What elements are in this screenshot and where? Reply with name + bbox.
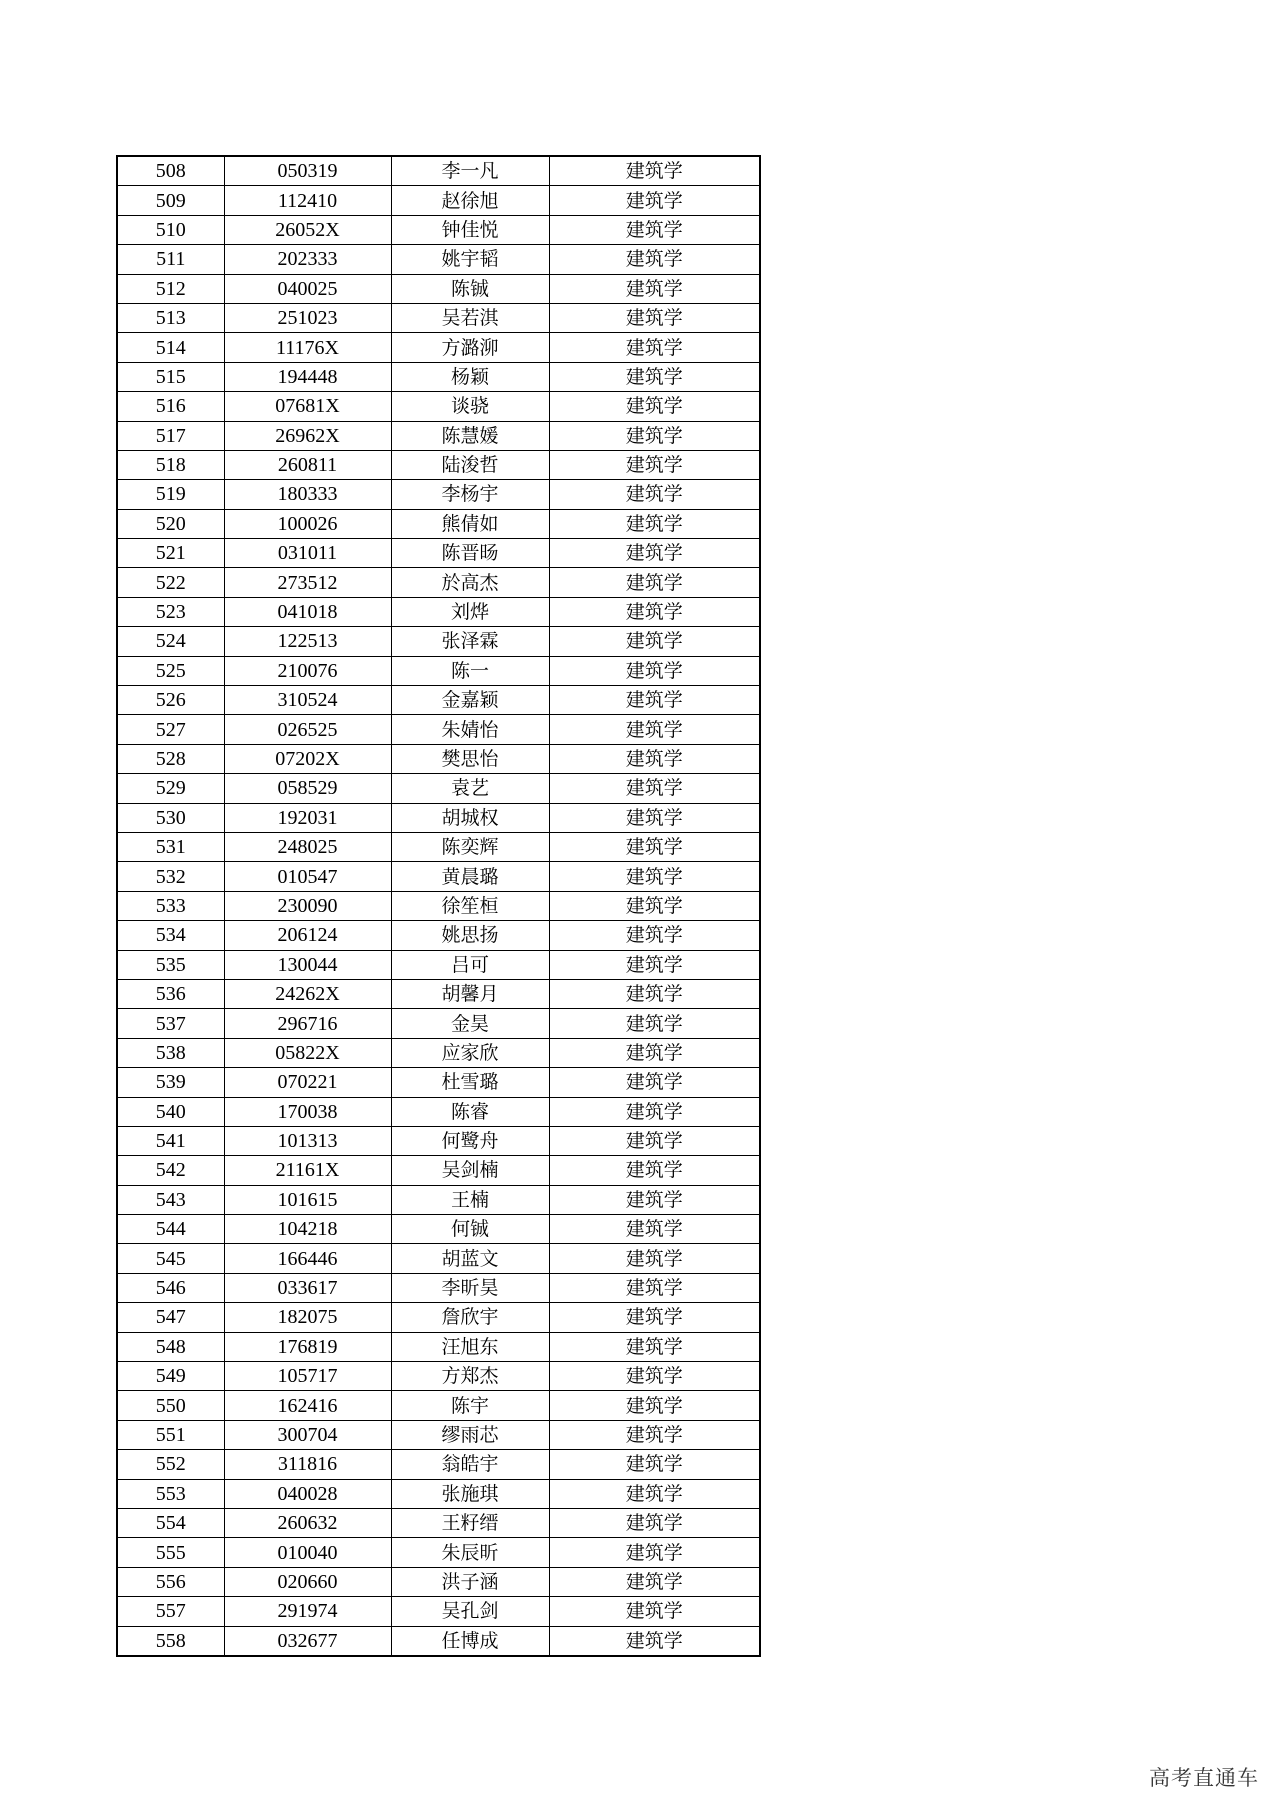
id-suffix-cell: 248025: [224, 832, 391, 861]
table-row: [117, 1420, 760, 1449]
id-suffix-cell: 260811: [224, 450, 391, 479]
student-name-cell: 何铖: [391, 1215, 549, 1244]
row-number-cell: 544: [117, 1215, 224, 1244]
table-row: [117, 539, 760, 568]
major-cell: 建筑学: [549, 597, 760, 626]
row-number-cell: 534: [117, 921, 224, 950]
student-name-cell: 樊思怡: [391, 744, 549, 773]
id-suffix-cell: 176819: [224, 1332, 391, 1361]
student-name-cell: 李昕昊: [391, 1273, 549, 1302]
major-cell: 建筑学: [549, 1538, 760, 1567]
id-suffix-cell: 170038: [224, 1097, 391, 1126]
id-suffix-cell: 182075: [224, 1303, 391, 1332]
major-cell: 建筑学: [549, 803, 760, 832]
row-number-cell: 522: [117, 568, 224, 597]
major-cell: 建筑学: [549, 186, 760, 215]
table-row: [117, 1244, 760, 1273]
student-name-cell: 方郑杰: [391, 1362, 549, 1391]
student-name-cell: 陈睿: [391, 1097, 549, 1126]
row-number-cell: 530: [117, 803, 224, 832]
row-number-cell: 531: [117, 832, 224, 861]
watermark-text: 高考直通车: [1149, 1766, 1259, 1790]
table-row: [117, 1068, 760, 1097]
major-cell: 建筑学: [549, 215, 760, 244]
id-suffix-cell: 26052X: [224, 215, 391, 244]
id-suffix-cell: 041018: [224, 597, 391, 626]
student-name-cell: 朱辰昕: [391, 1538, 549, 1567]
major-cell: 建筑学: [549, 274, 760, 303]
table-row: [117, 686, 760, 715]
table-row: [117, 627, 760, 656]
id-suffix-cell: 100026: [224, 509, 391, 538]
row-number-cell: 521: [117, 539, 224, 568]
major-cell: 建筑学: [549, 568, 760, 597]
major-cell: 建筑学: [549, 1479, 760, 1508]
row-number-cell: 556: [117, 1567, 224, 1596]
admission-list-body: [117, 156, 760, 1656]
student-name-cell: 刘烨: [391, 597, 549, 626]
id-suffix-cell: 194448: [224, 362, 391, 391]
id-suffix-cell: 210076: [224, 656, 391, 685]
id-suffix-cell: 010547: [224, 862, 391, 891]
major-cell: 建筑学: [549, 392, 760, 421]
id-suffix-cell: 166446: [224, 1244, 391, 1273]
student-name-cell: 陈晋旸: [391, 539, 549, 568]
major-cell: 建筑学: [549, 421, 760, 450]
row-number-cell: 537: [117, 1009, 224, 1038]
id-suffix-cell: 24262X: [224, 979, 391, 1008]
major-cell: 建筑学: [549, 656, 760, 685]
id-suffix-cell: 070221: [224, 1068, 391, 1097]
id-suffix-cell: 050319: [224, 156, 391, 186]
student-name-cell: 吴孔剑: [391, 1597, 549, 1626]
major-cell: 建筑学: [549, 245, 760, 274]
table-row: [117, 1538, 760, 1567]
table-row: [117, 480, 760, 509]
major-cell: 建筑学: [549, 862, 760, 891]
major-cell: 建筑学: [549, 832, 760, 861]
row-number-cell: 525: [117, 656, 224, 685]
id-suffix-cell: 21161X: [224, 1156, 391, 1185]
row-number-cell: 512: [117, 274, 224, 303]
major-cell: 建筑学: [549, 1508, 760, 1537]
table-row: [117, 1303, 760, 1332]
row-number-cell: 516: [117, 392, 224, 421]
student-name-cell: 吴若淇: [391, 303, 549, 332]
student-name-cell: 陈铖: [391, 274, 549, 303]
major-cell: 建筑学: [549, 1215, 760, 1244]
id-suffix-cell: 010040: [224, 1538, 391, 1567]
id-suffix-cell: 101313: [224, 1126, 391, 1155]
id-suffix-cell: 026525: [224, 715, 391, 744]
student-name-cell: 袁艺: [391, 774, 549, 803]
table-row: [117, 568, 760, 597]
major-cell: 建筑学: [549, 1362, 760, 1391]
major-cell: 建筑学: [549, 539, 760, 568]
major-cell: 建筑学: [549, 1038, 760, 1067]
major-cell: 建筑学: [549, 450, 760, 479]
row-number-cell: 550: [117, 1391, 224, 1420]
row-number-cell: 539: [117, 1068, 224, 1097]
student-name-cell: 金嘉颖: [391, 686, 549, 715]
row-number-cell: 546: [117, 1273, 224, 1302]
student-name-cell: 方潞泖: [391, 333, 549, 362]
major-cell: 建筑学: [549, 1185, 760, 1214]
table-row: [117, 597, 760, 626]
id-suffix-cell: 122513: [224, 627, 391, 656]
student-name-cell: 徐笙桓: [391, 891, 549, 920]
id-suffix-cell: 033617: [224, 1273, 391, 1302]
row-number-cell: 535: [117, 950, 224, 979]
student-name-cell: 任博成: [391, 1626, 549, 1656]
major-cell: 建筑学: [549, 333, 760, 362]
student-name-cell: 詹欣宇: [391, 1303, 549, 1332]
student-name-cell: 李杨宇: [391, 480, 549, 509]
id-suffix-cell: 311816: [224, 1450, 391, 1479]
table-row: [117, 1508, 760, 1537]
row-number-cell: 549: [117, 1362, 224, 1391]
student-name-cell: 陈宇: [391, 1391, 549, 1420]
student-name-cell: 熊倩如: [391, 509, 549, 538]
id-suffix-cell: 040028: [224, 1479, 391, 1508]
student-name-cell: 胡蓝文: [391, 1244, 549, 1273]
row-number-cell: 554: [117, 1508, 224, 1537]
major-cell: 建筑学: [549, 1009, 760, 1038]
table-row: [117, 1156, 760, 1185]
table-row: [117, 1097, 760, 1126]
student-name-cell: 黄晨璐: [391, 862, 549, 891]
id-suffix-cell: 05822X: [224, 1038, 391, 1067]
row-number-cell: 518: [117, 450, 224, 479]
student-name-cell: 王楠: [391, 1185, 549, 1214]
major-cell: 建筑学: [549, 744, 760, 773]
id-suffix-cell: 202333: [224, 245, 391, 274]
row-number-cell: 514: [117, 333, 224, 362]
id-suffix-cell: 291974: [224, 1597, 391, 1626]
major-cell: 建筑学: [549, 979, 760, 1008]
student-name-cell: 陈慧媛: [391, 421, 549, 450]
student-name-cell: 张施琪: [391, 1479, 549, 1508]
table-row: [117, 1362, 760, 1391]
table-row: [117, 1450, 760, 1479]
major-cell: 建筑学: [549, 1126, 760, 1155]
table-row: [117, 1185, 760, 1214]
table-row: [117, 950, 760, 979]
student-name-cell: 汪旭东: [391, 1332, 549, 1361]
id-suffix-cell: 112410: [224, 186, 391, 215]
major-cell: 建筑学: [549, 686, 760, 715]
table-row: [117, 274, 760, 303]
student-name-cell: 胡馨月: [391, 979, 549, 1008]
major-cell: 建筑学: [549, 774, 760, 803]
student-name-cell: 李一凡: [391, 156, 549, 186]
table-row: [117, 303, 760, 332]
row-number-cell: 536: [117, 979, 224, 1008]
row-number-cell: 553: [117, 1479, 224, 1508]
row-number-cell: 548: [117, 1332, 224, 1361]
student-name-cell: 陈奕辉: [391, 832, 549, 861]
row-number-cell: 529: [117, 774, 224, 803]
student-name-cell: 杨颖: [391, 362, 549, 391]
major-cell: 建筑学: [549, 1626, 760, 1656]
row-number-cell: 523: [117, 597, 224, 626]
student-name-cell: 杜雪璐: [391, 1068, 549, 1097]
major-cell: 建筑学: [549, 1097, 760, 1126]
major-cell: 建筑学: [549, 921, 760, 950]
table-row: [117, 509, 760, 538]
table-row: [117, 362, 760, 391]
row-number-cell: 519: [117, 480, 224, 509]
row-number-cell: 524: [117, 627, 224, 656]
table-row: [117, 862, 760, 891]
major-cell: 建筑学: [549, 1156, 760, 1185]
table-row: [117, 921, 760, 950]
row-number-cell: 538: [117, 1038, 224, 1067]
row-number-cell: 511: [117, 245, 224, 274]
table-row: [117, 1332, 760, 1361]
id-suffix-cell: 130044: [224, 950, 391, 979]
table-row: [117, 450, 760, 479]
student-name-cell: 朱婧怡: [391, 715, 549, 744]
id-suffix-cell: 07202X: [224, 744, 391, 773]
row-number-cell: 532: [117, 862, 224, 891]
id-suffix-cell: 296716: [224, 1009, 391, 1038]
row-number-cell: 551: [117, 1420, 224, 1449]
id-suffix-cell: 206124: [224, 921, 391, 950]
table-row: [117, 979, 760, 1008]
table-row: [117, 744, 760, 773]
id-suffix-cell: 162416: [224, 1391, 391, 1420]
row-number-cell: 541: [117, 1126, 224, 1155]
student-name-cell: 何鹭舟: [391, 1126, 549, 1155]
student-name-cell: 应家欣: [391, 1038, 549, 1067]
row-number-cell: 508: [117, 156, 224, 186]
table-row: [117, 333, 760, 362]
id-suffix-cell: 230090: [224, 891, 391, 920]
table-row: [117, 392, 760, 421]
row-number-cell: 542: [117, 1156, 224, 1185]
table-row: [117, 1391, 760, 1420]
student-name-cell: 王籽缙: [391, 1508, 549, 1537]
id-suffix-cell: 260632: [224, 1508, 391, 1537]
student-name-cell: 洪子涵: [391, 1567, 549, 1596]
major-cell: 建筑学: [549, 1068, 760, 1097]
row-number-cell: 510: [117, 215, 224, 244]
major-cell: 建筑学: [549, 1244, 760, 1273]
major-cell: 建筑学: [549, 1303, 760, 1332]
student-name-cell: 张泽霖: [391, 627, 549, 656]
id-suffix-cell: 040025: [224, 274, 391, 303]
table-row: [117, 1567, 760, 1596]
major-cell: 建筑学: [549, 1391, 760, 1420]
id-suffix-cell: 101615: [224, 1185, 391, 1214]
student-name-cell: 金昊: [391, 1009, 549, 1038]
row-number-cell: 527: [117, 715, 224, 744]
student-name-cell: 於高杰: [391, 568, 549, 597]
admission-list-table: [116, 155, 761, 1657]
table-row: [117, 774, 760, 803]
table-row: [117, 1038, 760, 1067]
id-suffix-cell: 031011: [224, 539, 391, 568]
student-name-cell: 姚宇韬: [391, 245, 549, 274]
major-cell: 建筑学: [549, 362, 760, 391]
id-suffix-cell: 251023: [224, 303, 391, 332]
table-row: [117, 715, 760, 744]
student-name-cell: 钟佳悦: [391, 215, 549, 244]
row-number-cell: 552: [117, 1450, 224, 1479]
student-name-cell: 谈骁: [391, 392, 549, 421]
table-row: [117, 1215, 760, 1244]
table-row: [117, 1126, 760, 1155]
row-number-cell: 540: [117, 1097, 224, 1126]
id-suffix-cell: 180333: [224, 480, 391, 509]
table-row: [117, 832, 760, 861]
table-row: [117, 1626, 760, 1656]
table-row: [117, 891, 760, 920]
major-cell: 建筑学: [549, 1567, 760, 1596]
row-number-cell: 517: [117, 421, 224, 450]
row-number-cell: 558: [117, 1626, 224, 1656]
student-name-cell: 陆浚哲: [391, 450, 549, 479]
major-cell: 建筑学: [549, 1450, 760, 1479]
student-name-cell: 翁皓宇: [391, 1450, 549, 1479]
id-suffix-cell: 11176X: [224, 333, 391, 362]
id-suffix-cell: 105717: [224, 1362, 391, 1391]
table-row: [117, 421, 760, 450]
major-cell: 建筑学: [549, 1420, 760, 1449]
table-row: [117, 1273, 760, 1302]
major-cell: 建筑学: [549, 950, 760, 979]
student-name-cell: 赵徐旭: [391, 186, 549, 215]
row-number-cell: 520: [117, 509, 224, 538]
row-number-cell: 547: [117, 1303, 224, 1332]
table-row: [117, 1479, 760, 1508]
table-row: [117, 186, 760, 215]
table-row: [117, 1009, 760, 1038]
row-number-cell: 526: [117, 686, 224, 715]
row-number-cell: 528: [117, 744, 224, 773]
table-row: [117, 156, 760, 186]
row-number-cell: 515: [117, 362, 224, 391]
id-suffix-cell: 192031: [224, 803, 391, 832]
table-row: [117, 215, 760, 244]
student-name-cell: 陈一: [391, 656, 549, 685]
row-number-cell: 543: [117, 1185, 224, 1214]
major-cell: 建筑学: [549, 891, 760, 920]
major-cell: 建筑学: [549, 1597, 760, 1626]
row-number-cell: 555: [117, 1538, 224, 1567]
major-cell: 建筑学: [549, 303, 760, 332]
row-number-cell: 513: [117, 303, 224, 332]
row-number-cell: 557: [117, 1597, 224, 1626]
major-cell: 建筑学: [549, 480, 760, 509]
table-row: [117, 803, 760, 832]
major-cell: 建筑学: [549, 715, 760, 744]
table-row: [117, 245, 760, 274]
student-name-cell: 姚思扬: [391, 921, 549, 950]
table-row: [117, 656, 760, 685]
row-number-cell: 509: [117, 186, 224, 215]
major-cell: 建筑学: [549, 1332, 760, 1361]
row-number-cell: 545: [117, 1244, 224, 1273]
id-suffix-cell: 273512: [224, 568, 391, 597]
student-name-cell: 胡城权: [391, 803, 549, 832]
table-row: [117, 1597, 760, 1626]
major-cell: 建筑学: [549, 627, 760, 656]
id-suffix-cell: 07681X: [224, 392, 391, 421]
row-number-cell: 533: [117, 891, 224, 920]
major-cell: 建筑学: [549, 156, 760, 186]
student-name-cell: 吕可: [391, 950, 549, 979]
id-suffix-cell: 104218: [224, 1215, 391, 1244]
major-cell: 建筑学: [549, 1273, 760, 1302]
student-name-cell: 缪雨芯: [391, 1420, 549, 1449]
id-suffix-cell: 058529: [224, 774, 391, 803]
id-suffix-cell: 032677: [224, 1626, 391, 1656]
id-suffix-cell: 26962X: [224, 421, 391, 450]
id-suffix-cell: 310524: [224, 686, 391, 715]
major-cell: 建筑学: [549, 509, 760, 538]
id-suffix-cell: 300704: [224, 1420, 391, 1449]
student-name-cell: 吴剑楠: [391, 1156, 549, 1185]
id-suffix-cell: 020660: [224, 1567, 391, 1596]
